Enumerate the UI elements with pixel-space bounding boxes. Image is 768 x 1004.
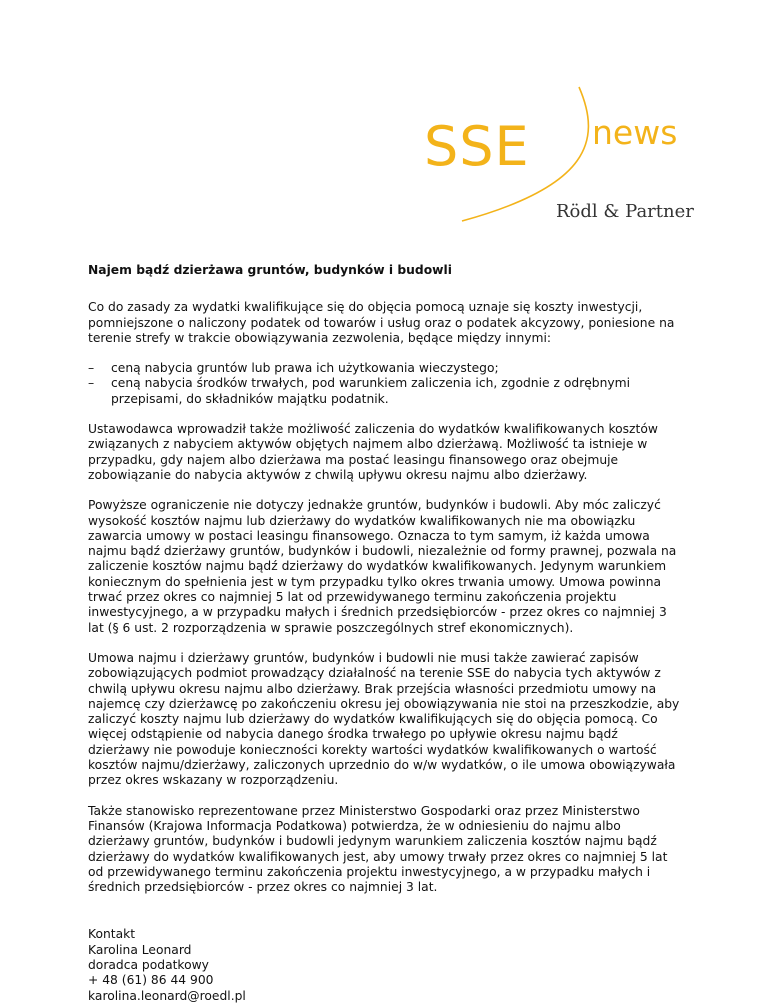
article-paragraph: Powyższe ograniczenie nie dotyczy jednakże gruntów, budynków i budowli. Aby móc zaliczyć wysokość kosztów najmu lub dzierżawy do wydatków kwalifikowanych nie ma obowiązku zawarcia umowy w postaci leasingu finansowego. Oznacza to tym samym, iż każda umowa najmu bądź dzierżawy gruntów, budynków i budowli, niezależnie od formy prawnej, pozwala na zaliczenie kosztów najmu bądź dzierżawy do wydatków kwalifikowanych. Jedynym warunkiem koniecznym do spełnienia jest w tym przypadku tylko okres trwania umowy. Umowa powinna trwać przez okres co najmniej 5 lat od przewidywanego terminu zakończenia projektu inwestycyjnego, a w przypadku małych i średnich przedsiębiorców - przez okres co najmniej 3 lat (§ 6 ust. 2 rozporządzenia w sprawie poszczególnych stref ekonomicznych). <box>88 498 677 635</box>
list-item <box>88 376 680 407</box>
article-title: Najem bądź dzierżawa gruntów, budynków i budowli <box>88 263 452 277</box>
article-paragraph: Ustawodawca wprowadził także możliwość zaliczenia do wydatków kwalifikowanych kosztów związanych z nabyciem aktywów objętych najmem albo dzierżawą. Możliwość ta istnieje w przypadku, gdy najem albo dzierżawa ma postać leasingu finansowego oraz obejmuje zobowiązanie do nabycia aktywów z chwilą upływu okresu najmu albo dzierżawy. <box>88 422 658 482</box>
bullet-dash: – <box>88 376 95 391</box>
list-item-text: ceną nabycia środków trwałych, pod warunkiem zaliczenia ich, zgodnie z odrębnymi przepisami, do składników majątku podatnik. <box>111 376 631 406</box>
logo-news-text: news <box>592 113 678 152</box>
contact-role: doradca podatkowy <box>88 957 209 972</box>
list-item <box>88 361 680 376</box>
contact-heading: Kontakt <box>88 927 136 942</box>
contact-email[interactable]: karolina.leonard@roedl.pl <box>88 988 246 1003</box>
bullet-dash: – <box>88 361 95 376</box>
company-name: Rödl & Partner <box>556 201 694 222</box>
bullet-list <box>88 361 680 407</box>
contact-block <box>88 927 680 1003</box>
article-paragraph: Także stanowisko reprezentowane przez Ministerstwo Gospodarki oraz przez Ministerstwo Finansów (Krajowa Informacja Podatkowa) potwierdza, że w odniesieniu do najmu albo dzierżawy gruntów, budynków i budowli jedynym warunkiem zaliczenia kosztów najmu bądź dzierżawy do wydatków kwalifikowanych jest, aby umowy trwały przez okres co najmniej 5 lat od przewidywanego terminu zakończenia projektu inwestycyjnego, a w przypadku małych i średnich przedsiębiorców - przez okres co najmniej 3 lat. <box>88 803 668 895</box>
article-body <box>88 263 680 1004</box>
contact-phone: + 48 (61) 86 44 900 <box>88 973 214 988</box>
header-logo <box>0 0 768 240</box>
logo-sse-text: SSE <box>424 115 530 178</box>
article-intro: Co do zasady za wydatki kwalifikujące się do objęcia pomocą uznaje się koszty inwestycji, pomniejszone o naliczony podatek od towarów i usług oraz o podatek akcyzowy, poniesione na terenie strefy w trakcie obowiązywania zezwolenia, będące między innymi: <box>88 300 675 345</box>
list-item-text: ceną nabycia gruntów lub prawa ich użytkowania wieczystego; <box>111 361 499 376</box>
article-paragraph: Umowa najmu i dzierżawy gruntów, budynków i budowli nie musi także zawierać zapisów zobowiązujących podmiot prowadzący działalność na terenie SSE do nabycia tych aktywów z chwilą upływu okresu najmu albo dzierżawy. Brak przejścia własności przedmiotu umowy na najemcę czy dzierżawcę po zakończeniu okresu jej obowiązywania nie stoi na przeszkodzie, aby zaliczyć koszty najmu lub dzierżawy do wydatków kwalifikujących się do objęcia pomocą. Co więcej odstąpienie od nabycia danego środka trwałego po upływie okresu najmu bądź dzierżawy nie powoduje konieczności korekty wartości wydatków kwalifikowanych o wartość kosztów najmu/dzierżawy, zaliczonych uprzednio do w/w wydatków, o ile umowa obowiązywała przez okres wskazany w rozporządzeniu. <box>88 650 680 788</box>
contact-name: Karolina Leonard <box>88 942 192 957</box>
